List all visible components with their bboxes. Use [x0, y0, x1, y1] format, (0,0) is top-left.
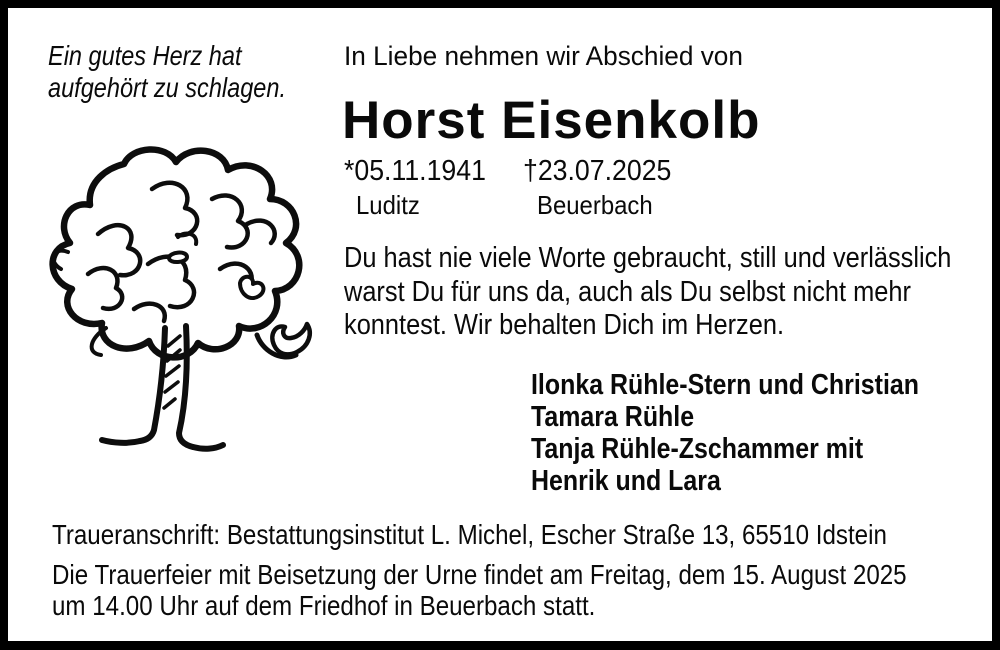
death-place: Beuerbach — [537, 190, 653, 220]
mourner-line-3: Tanja Rühle-Zschammer mit — [531, 433, 864, 465]
birth-date: *05.11.1941 — [344, 155, 486, 187]
falling-leaf-icon — [257, 324, 310, 357]
epigraph-line-1: Ein gutes Herz hat — [48, 40, 242, 71]
epigraph-line-2: aufgehört zu schlagen. — [48, 72, 286, 103]
funeral-line-2: um 14.00 Uhr auf dem Friedhof in Beuerbach statt. — [52, 589, 596, 621]
death-date: †23.07.2025 — [523, 155, 672, 187]
mourners-list — [531, 369, 919, 497]
funeral-line-1: Die Trauerfeier mit Beisetzung der Urne findet am Freitag, dem 15. August 2025 — [52, 559, 907, 590]
tree-foliage — [53, 149, 300, 357]
intro-line: In Liebe nehmen wir Abschied von — [344, 41, 743, 71]
birth-place: Luditz — [356, 190, 420, 220]
epigraph — [48, 40, 286, 104]
tree-illustration — [28, 142, 328, 467]
mourner-line-4: Henrik und Lara — [531, 465, 721, 497]
mourner-line-2: Tamara Rühle — [531, 401, 695, 433]
mourner-line-1: Ilonka Rühle-Stern und Christian — [531, 369, 919, 401]
mourning-address-line: Traueranschrift: Bestattungsinstitut L. Michel, Escher Straße 13, 65510 Idstein — [52, 519, 887, 550]
tribute-text: Du hast nie viele Worte gebraucht, still und verlässlich warst Du für uns da, auch als Du selbst nicht mehr konntest. Wir behalten Dich im Herzen. — [344, 242, 952, 341]
deceased-name: Horst Eisenkolb — [342, 91, 761, 150]
funeral-details — [52, 560, 907, 621]
